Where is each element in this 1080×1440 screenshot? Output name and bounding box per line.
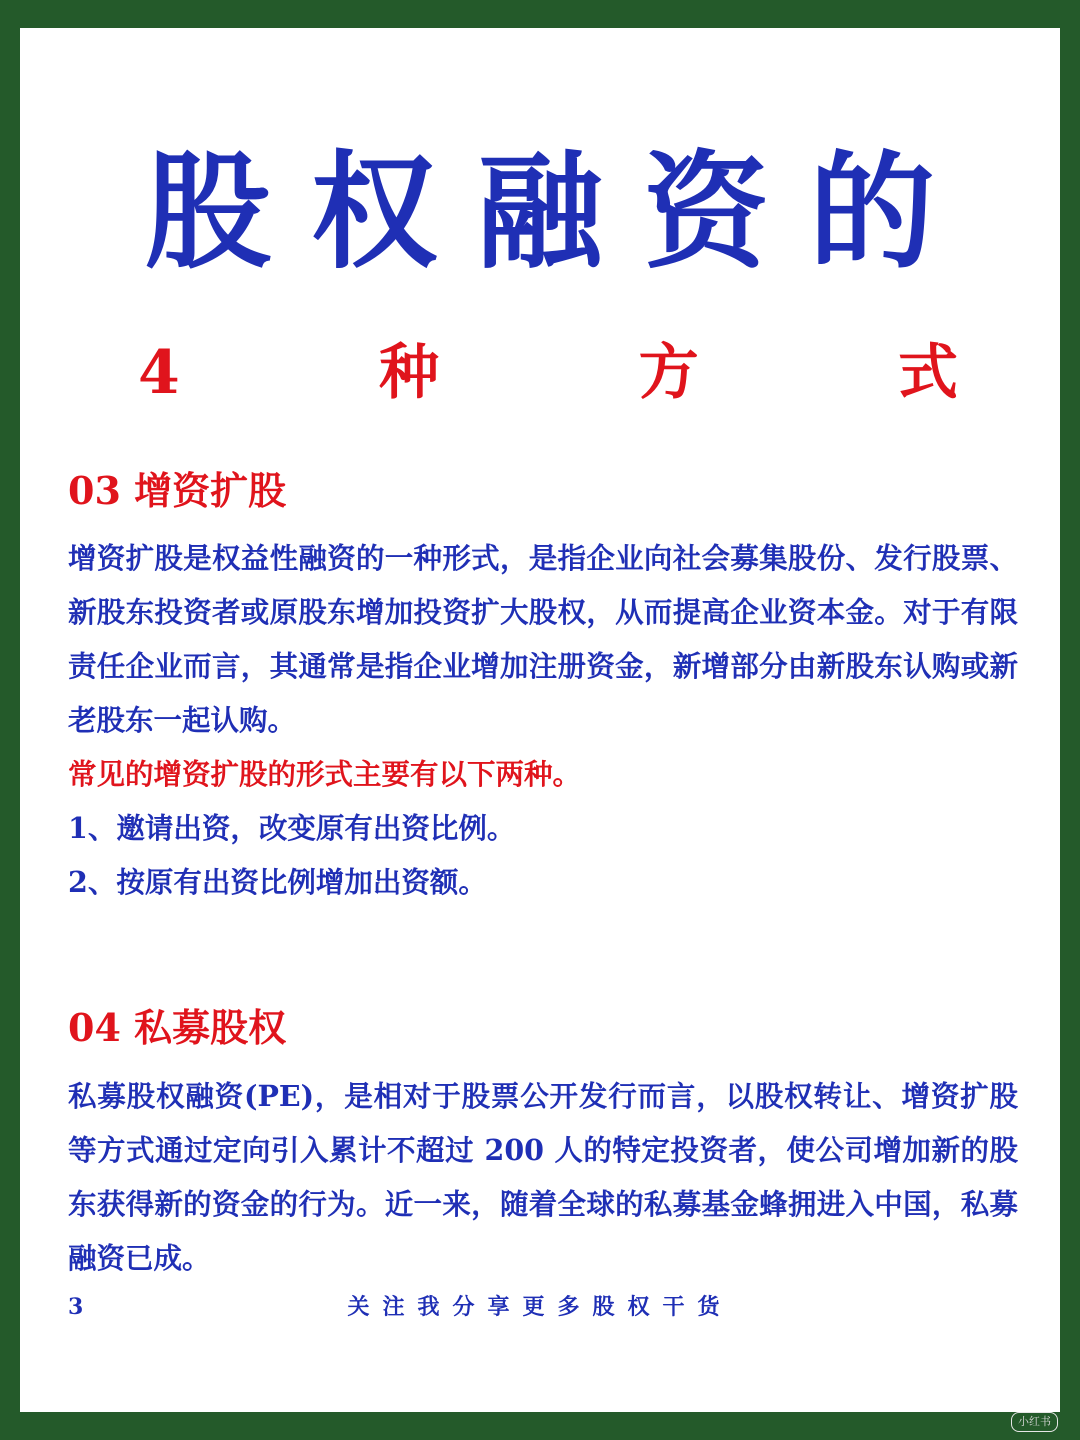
section-heading-03: 03 增资扩股 xyxy=(68,468,287,513)
page-number: 3 xyxy=(68,1294,84,1320)
page-title: 股权融资的 xyxy=(145,139,975,286)
footer-text: 关注我分享更多股权干货 xyxy=(347,1294,733,1320)
subtitle-char: 方 xyxy=(638,338,699,408)
section-paragraph-03: 增资扩股是权益性融资的一种形式，是指企业向社会募集股份、发行股票、新股东投资者或原股东增加投资扩大股权，从而提高企业资本金。对于有限责任企业而言，其通常是指企业增加注册资金，新增部分由新股东认购或新老股东一起认购。 xyxy=(68,541,1018,737)
subtitle-char: 种 xyxy=(379,338,440,408)
list-item: 2、按原有出资比例增加出资额。 xyxy=(68,865,487,899)
page-subtitle xyxy=(138,328,958,418)
section-highlight-03: 常见的增资扩股的形式主要有以下两种。 xyxy=(68,757,582,791)
subtitle-char: 式 xyxy=(897,338,958,408)
section-heading-04: 04 私募股权 xyxy=(68,1005,287,1050)
subtitle-char: 4 xyxy=(138,338,180,408)
section-paragraph-04: 私募股权融资(PE)，是相对于股票公开发行而言，以股权转让、增资扩股等方式通过定向引入累计不超过 200 人的特定投资者，使公司增加新的股东获得新的资金的行为。近一来，随着全球的私募基金蜂拥进入中国，私募融资已成。 xyxy=(68,1079,1018,1275)
list-item: 1、邀请出资，改变原有出资比例。 xyxy=(68,811,516,845)
watermark-logo: 小红书 xyxy=(1011,1412,1058,1432)
document-page xyxy=(20,28,1060,1412)
